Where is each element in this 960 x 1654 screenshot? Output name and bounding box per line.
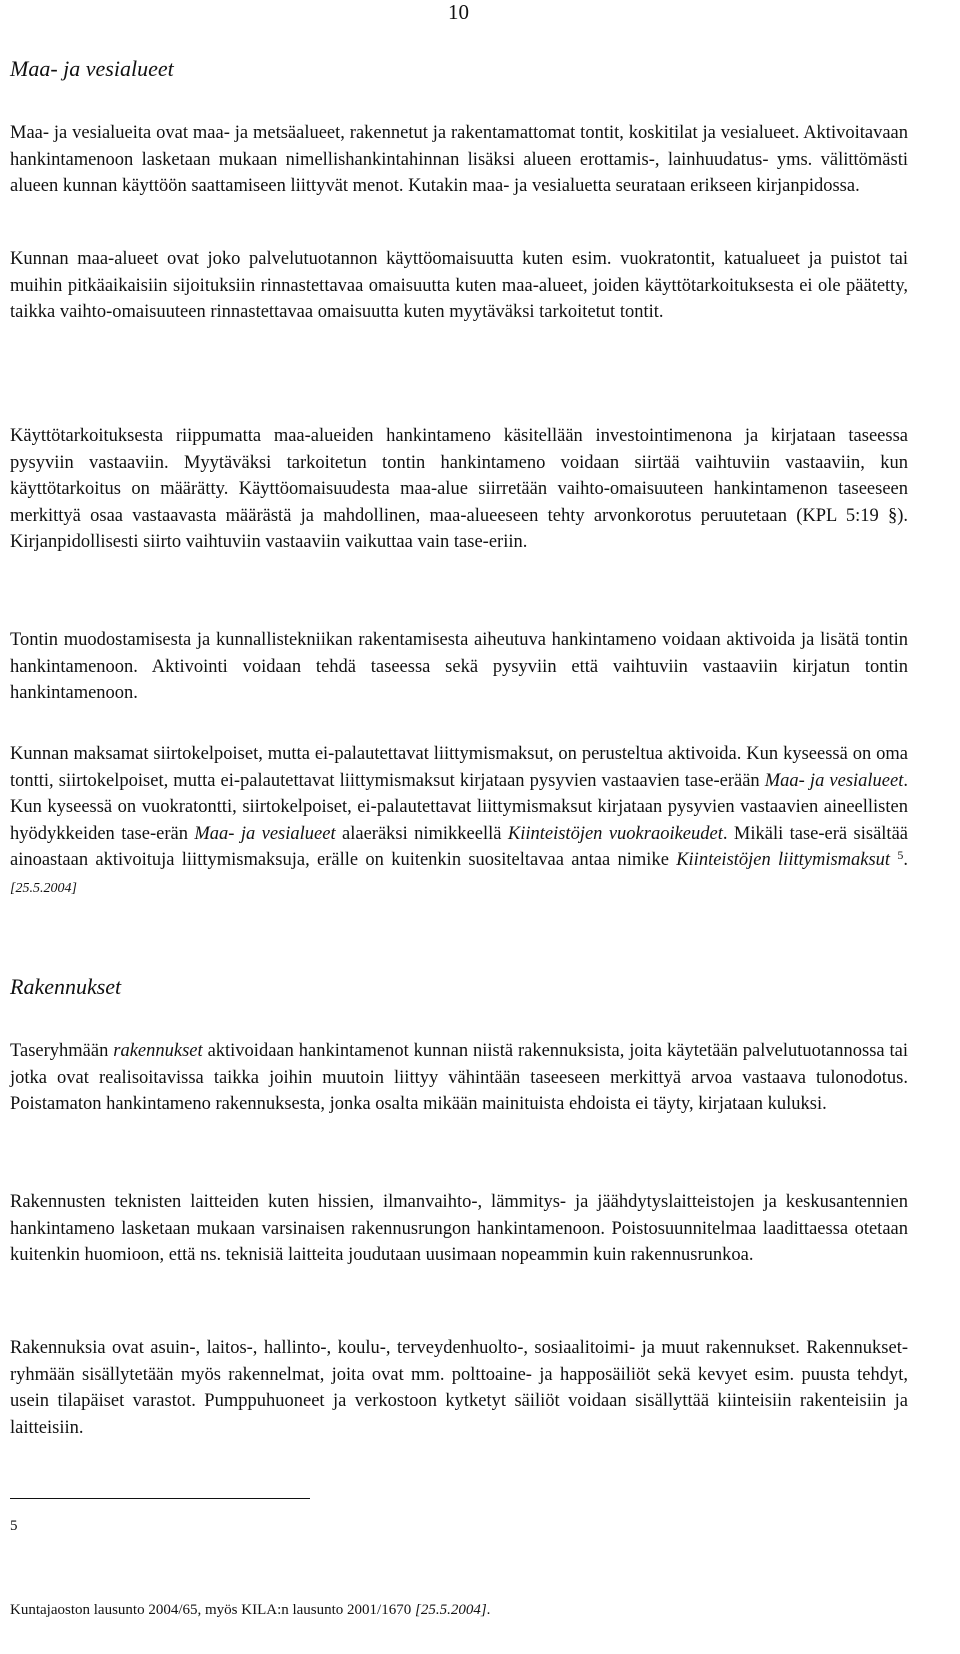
page-number: 10	[448, 0, 469, 24]
paragraph: Tontin muodostamisesta ja kunnallistekniikan rakentamisesta aiheutuva hankintameno voidaan aktivoida ja lisätä tontin hankintamenoon. Aktivointi voidaan tehdä taseessa sekä pysyviin että vaihtuviin vastaaviin kirjatun tontin hankintamenoon.	[10, 630, 908, 704]
paragraph: Maa- ja vesialueita ovat maa- ja metsäalueet, rakennetut ja rakentamattomat tontit, koskitilat ja vesialueet. Aktivoitavaan hankintamenoon lasketaan mukaan nimellishankintahinnan lisäksi alueen erottamis-, lainhuudatus- yms. välittömästi alueen kunnan käyttöön saattamiseen liittyvät menot. Kutakin maa- ja vesialuetta seurataan erikseen kirjanpidossa.	[10, 123, 908, 197]
section-heading-maa-ja-vesialueet: Maa- ja vesialueet	[10, 56, 174, 81]
paragraph: Rakennusten teknisten laitteiden kuten hissien, ilmanvaihto-, lämmitys- ja jäähdytyslaitteistojen ja keskusantennien hankintameno lasketaan mukaan varsinaisen rakennusrungon hankintamenoon. Poistosuunnitelmaa laadittaessa otetaan kuitenkin huomioon, että ns. teknisiä laitteita joudutaan uusimaan nopeammin kuin rakennusrunkoa.	[10, 1192, 908, 1266]
paragraph: Kunnan maksamat siirtokelpoiset, mutta ei-palautettavat liittymismaksut, on perusteltua aktivoida. Kun kyseessä on oma tontti, siirtokelpoiset, mutta ei-palautettavat liittymismaksut kirjataan pysyvien vastaavien tase-erään Maa- ja vesialueet. Kun kyseessä on vuokratontti, siirtokelpoiset, ei-palautettavat liittymismaksut kirjataan pysyvien vastaavien aineellisten hyödykkeiden tase-erän Maa- ja vesialueet alaeräksi nimikkeellä Kiinteistöjen vuokraoikeudet. Mikäli tase-erä sisältää ainoastaan aktivoituja liittymismaksuja, erälle on kuitenkin suositeltavaa antaa nimike Kiinteistöjen liittymismaksut $^5$. [25.5.2004]	[10, 744, 908, 896]
paragraph: Taseryhmään rakennukset aktivoidaan hankintamenot kunnan niistä rakennuksista, joita käytetään palvelutuotannossa tai jotka ovat realisoitavissa taikka joihin muutoin liittyy vähintään taseeseen merkittyä arvoa vastaava tulonodotus. Poistamaton hankintameno rakennuksesta, jonka osalta mikään mainituista ehdoista ei täyty, kirjataan kuluksi.	[10, 1041, 908, 1115]
paragraph: Kunnan maa-alueet ovat joko palvelutuotannon käyttöomaisuutta kuten esim. vuokratontit, katualueet ja puistot tai muihin pitkäaikaisiin sijoituksiin rinnastettavaa omaisuutta kuten maa-alueet, joiden käyttötarkoituksesta ei ole päätetty, taikka vaihto-omaisuuteen rinnastettavaa omaisuutta kuten myytäväksi tarkoitetut tontit.	[10, 249, 908, 323]
section-heading-rakennukset: Rakennukset	[10, 974, 122, 999]
footnote-mark: 5	[10, 1518, 18, 1534]
revision-date: [25.5.2004]	[10, 880, 77, 896]
footnote-separator	[10, 1498, 310, 1499]
footnote-reference: 5	[897, 848, 904, 863]
paragraph: Rakennuksia ovat asuin-, laitos-, hallinto-, koulu-, terveydenhuolto-, sosiaalitoimi- ja muut rakennukset. Rakennukset-ryhmään sisällytetään myös rakennelmat, joita ovat mm. polttoaine- ja happosäiliöt sekä kevyet esim. puusta tehdyt, usein tilapäiset varastot. Pumppuhuoneet ja verkostoon kytketyt säiliöt voidaan sisällyttää kiinteisiin rakenteisiin ja laitteisiin.	[10, 1338, 908, 1438]
footnote-text: Kuntajaoston lausunto 2004/65, myös KILA:n lausunto 2001/1670 [25.5.2004].	[10, 1602, 491, 1618]
paragraph: Käyttötarkoituksesta riippumatta maa-alueiden hankintameno käsitellään investointimenona ja kirjataan taseessa pysyviin vastaaviin. Myytäväksi tarkoitetun tontin hankintameno voidaan siirtää vaihtuviin vastaaviin, kun käyttötarkoitus on määrätty. Käyttöomaisuudesta maa-alue siirretään vaihto-omaisuuteen hankintamenon taseeseen merkittyä osaa vastaavasta määrästä ja mahdollinen, maa-alueeseen tehty arvonkorotus peruutetaan (KPL 5:19 §). Kirjanpidollisesti siirto vaihtuviin vastaaviin vaikuttaa vain tase-eriin.	[10, 426, 908, 553]
